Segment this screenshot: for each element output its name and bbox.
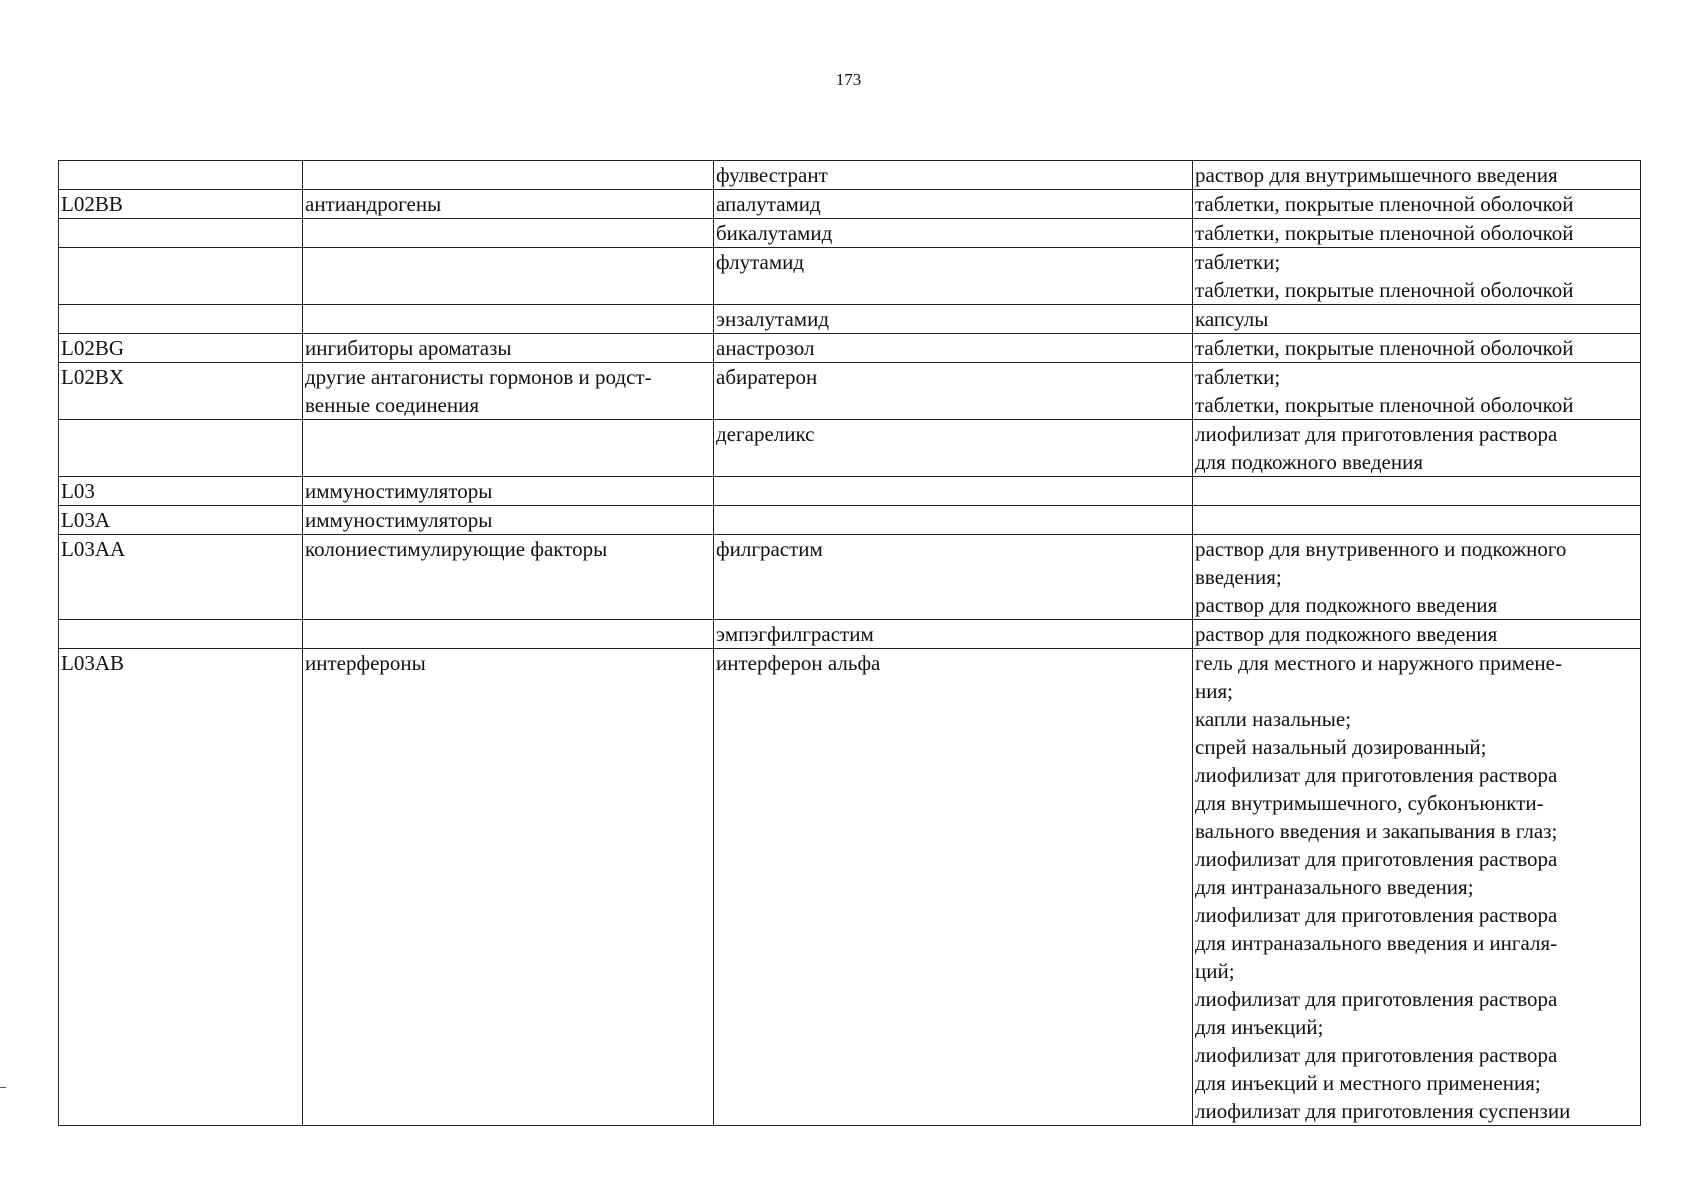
table-row xyxy=(59,420,1641,477)
dosage-forms-cell xyxy=(1193,620,1641,649)
drug-name-line: дегареликс xyxy=(716,422,815,446)
drug-name-line: филграстим xyxy=(716,537,823,561)
dosage-forms-line: лиофилизат для приготовления раствора xyxy=(1195,422,1558,446)
table-row xyxy=(59,363,1641,420)
pharmacological-group-cell xyxy=(303,649,714,1126)
dosage-forms-line: раствор для подкожного введения xyxy=(1195,593,1498,617)
drug-name-cell xyxy=(714,363,1193,420)
dosage-forms-cell xyxy=(1193,219,1641,248)
dosage-forms-line: для интраназального введения и ингаля- xyxy=(1195,931,1558,955)
dosage-forms-cell xyxy=(1193,535,1641,620)
atc-code-cell xyxy=(59,219,303,248)
dosage-forms-line: лиофилизат для приготовления суспензии xyxy=(1195,1099,1571,1123)
table-row xyxy=(59,620,1641,649)
dosage-forms-line: лиофилизат для приготовления раствора xyxy=(1195,987,1558,1011)
drug-name-cell xyxy=(714,305,1193,334)
dosage-forms-line: ния; xyxy=(1195,679,1233,703)
pharmacological-group-cell xyxy=(303,190,714,219)
table-row xyxy=(59,219,1641,248)
dosage-forms-line: таблетки, покрытые пленочной оболочкой xyxy=(1195,393,1574,417)
drug-name-line: анастрозол xyxy=(716,336,815,360)
pharmacological-group-line: другие антагонисты гормонов и родст- xyxy=(305,365,652,389)
pharmacological-group-cell xyxy=(303,535,714,620)
dosage-forms-line: для инъекций; xyxy=(1195,1015,1324,1039)
dosage-forms-cell xyxy=(1193,477,1641,506)
drug-name-cell xyxy=(714,161,1193,190)
drug-name-line: энзалутамид xyxy=(716,307,829,331)
dosage-forms-cell xyxy=(1193,363,1641,420)
drug-name-cell xyxy=(714,535,1193,620)
atc-code-cell xyxy=(59,620,303,649)
table-row xyxy=(59,334,1641,363)
table-row xyxy=(59,506,1641,535)
dosage-forms-line: капли назальные; xyxy=(1195,707,1352,731)
drug-table xyxy=(58,160,1641,1126)
dosage-forms-line: гель для местного и наружного примене- xyxy=(1195,651,1562,675)
drug-name-cell xyxy=(714,620,1193,649)
table-row xyxy=(59,190,1641,219)
pharmacological-group-cell xyxy=(303,305,714,334)
dosage-forms-cell xyxy=(1193,334,1641,363)
dosage-forms-cell xyxy=(1193,248,1641,305)
dosage-forms-line: лиофилизат для приготовления раствора xyxy=(1195,763,1558,787)
atc-code-cell: L03A xyxy=(59,506,303,535)
dosage-forms-line: введения; xyxy=(1195,565,1282,589)
dosage-forms-cell xyxy=(1193,420,1641,477)
pharmacological-group-cell xyxy=(303,161,714,190)
pharmacological-group-line: колониестимулирующие факторы xyxy=(305,537,608,561)
dosage-forms-line: таблетки, покрытые пленочной оболочкой xyxy=(1195,278,1574,302)
dosage-forms-line: для подкожного введения xyxy=(1195,450,1423,474)
drug-name-cell xyxy=(714,190,1193,219)
atc-code-cell xyxy=(59,161,303,190)
drug-name-line: интерферон альфа xyxy=(716,651,881,675)
table-row xyxy=(59,477,1641,506)
drug-name-line: эмпэгфилграстим xyxy=(716,622,874,646)
pharmacological-group-cell xyxy=(303,506,714,535)
dosage-forms-cell xyxy=(1193,190,1641,219)
pharmacological-group-cell xyxy=(303,219,714,248)
atc-code-cell: L02BB xyxy=(59,190,303,219)
pharmacological-group-cell xyxy=(303,477,714,506)
atc-code-cell: L03 xyxy=(59,477,303,506)
pharmacological-group-cell xyxy=(303,620,714,649)
atc-code-cell: L03AA xyxy=(59,535,303,620)
drug-name-cell xyxy=(714,248,1193,305)
pharmacological-group-cell xyxy=(303,363,714,420)
pharmacological-group-cell xyxy=(303,420,714,477)
dosage-forms-line: таблетки, покрытые пленочной оболочкой xyxy=(1195,336,1574,360)
table-row xyxy=(59,535,1641,620)
table-body xyxy=(59,161,1641,1126)
dosage-forms-cell xyxy=(1193,649,1641,1126)
atc-code-cell: L02BG xyxy=(59,334,303,363)
page-number: 173 xyxy=(835,70,862,89)
dosage-forms-cell xyxy=(1193,305,1641,334)
drug-name-cell xyxy=(714,219,1193,248)
dosage-forms-line: для внутримышечного, субконъюнкти- xyxy=(1195,791,1544,815)
dosage-forms-line: раствор для внутривенного и подкожного xyxy=(1195,537,1567,561)
dosage-forms-line: раствор для внутримышечного введения xyxy=(1195,163,1558,187)
drug-name-cell xyxy=(714,420,1193,477)
pharmacological-group-line: антиандрогены xyxy=(305,192,442,216)
dosage-forms-line: лиофилизат для приготовления раствора xyxy=(1195,1043,1558,1067)
drug-name-cell xyxy=(714,334,1193,363)
pharmacological-group-line: иммуностимуляторы xyxy=(305,479,493,503)
dosage-forms-line: для инъекций и местного применения; xyxy=(1195,1071,1541,1095)
pharmacological-group-line: интерфероны xyxy=(305,651,426,675)
dosage-forms-line: капсулы xyxy=(1195,307,1269,331)
drug-name-cell xyxy=(714,506,1193,535)
table-row xyxy=(59,305,1641,334)
drug-name-cell xyxy=(714,649,1193,1126)
pharmacological-group-line: венные соединения xyxy=(305,393,480,417)
pharmacological-group-line: ингибиторы ароматазы xyxy=(305,336,512,360)
pharmacological-group-cell xyxy=(303,248,714,305)
dosage-forms-line: таблетки, покрытые пленочной оболочкой xyxy=(1195,192,1574,216)
dosage-forms-line: спрей назальный дозированный; xyxy=(1195,735,1487,759)
drug-name-line: бикалутамид xyxy=(716,221,833,245)
dosage-forms-line: таблетки, покрытые пленочной оболочкой xyxy=(1195,221,1574,245)
dosage-forms-line: раствор для подкожного введения xyxy=(1195,622,1498,646)
drug-name-cell xyxy=(714,477,1193,506)
table-row xyxy=(59,248,1641,305)
dosage-forms-line: вального введения и закапывания в глаз; xyxy=(1195,819,1558,843)
pharmacological-group-cell xyxy=(303,334,714,363)
dosage-forms-cell xyxy=(1193,506,1641,535)
atc-code-cell xyxy=(59,305,303,334)
dosage-forms-line: лиофилизат для приготовления раствора xyxy=(1195,903,1558,927)
drug-name-line: фулвестрант xyxy=(716,163,828,187)
pharmacological-group-line: иммуностимуляторы xyxy=(305,508,493,532)
dosage-forms-cell xyxy=(1193,161,1641,190)
dosage-forms-line: ций; xyxy=(1195,959,1235,983)
drug-name-line: флутамид xyxy=(716,250,805,274)
dosage-forms-line: таблетки; xyxy=(1195,365,1281,389)
table-row xyxy=(59,161,1641,190)
dosage-forms-line: лиофилизат для приготовления раствора xyxy=(1195,847,1558,871)
atc-code-cell xyxy=(59,420,303,477)
dosage-forms-line: для интраназального введения; xyxy=(1195,875,1474,899)
atc-code-cell: L03AB xyxy=(59,649,303,1126)
table-row xyxy=(59,649,1641,1126)
atc-code-cell: L02BX xyxy=(59,363,303,420)
dosage-forms-line: таблетки; xyxy=(1195,250,1281,274)
drug-name-line: абиратерон xyxy=(716,365,818,389)
drug-name-line: апалутамид xyxy=(716,192,821,216)
margin-mark xyxy=(0,1087,6,1088)
atc-code-cell xyxy=(59,248,303,305)
